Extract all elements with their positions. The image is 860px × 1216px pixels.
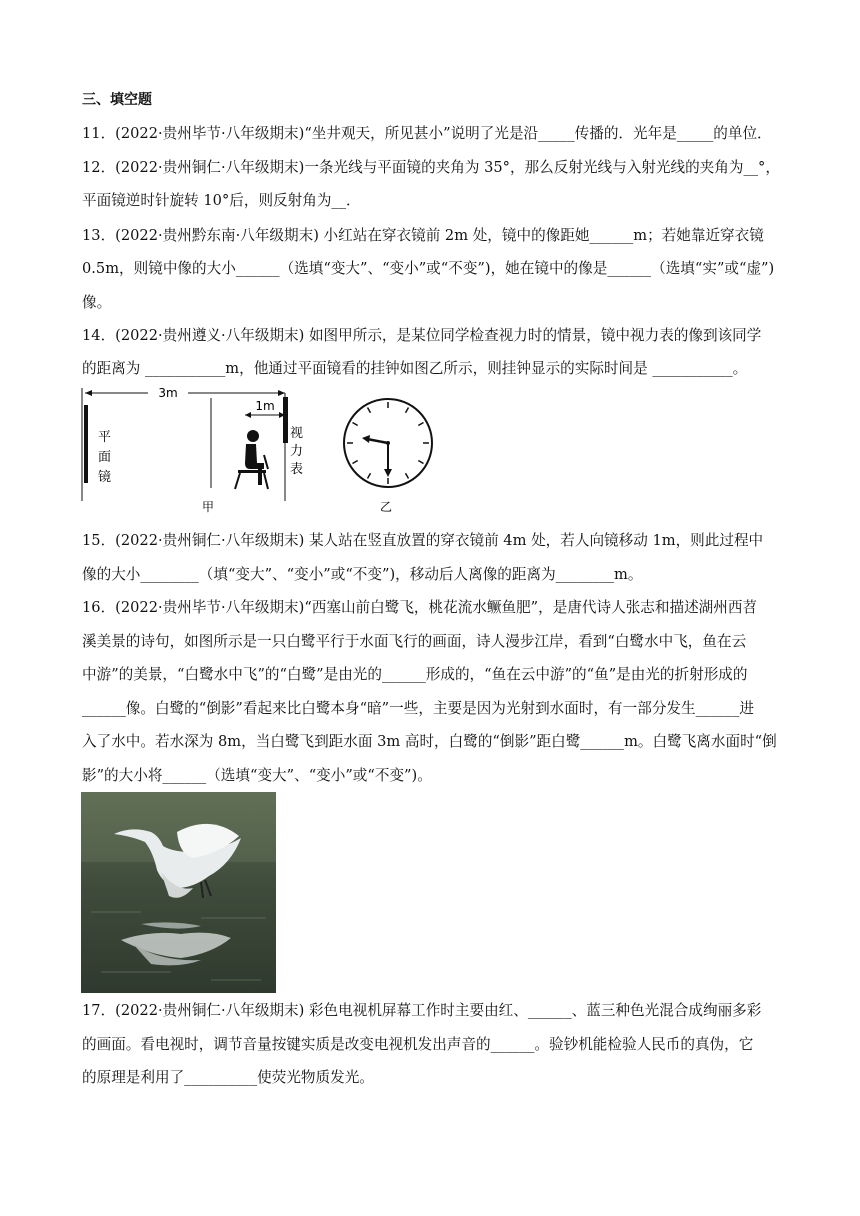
figure-label-jia: 甲 bbox=[202, 500, 215, 514]
question-16-line-6: 影”的大小将______（选填“变大”、“变小”或“不变”)。 bbox=[82, 767, 432, 784]
plane-mirror bbox=[84, 405, 88, 483]
question-17-line-3: 的原理是利用了__________使荧光物质发光。 bbox=[82, 1069, 374, 1086]
mirror-label-3: 镜 bbox=[98, 470, 112, 485]
chart-label-3: 表 bbox=[290, 462, 304, 477]
mirror-label-1: 平 bbox=[98, 430, 112, 445]
eye-chart bbox=[283, 397, 288, 443]
question-16-line-2: 溪美景的诗句，如图所示是一只白鹭平行于水面飞行的画面，诗人漫步江岸，看到“白鹭水中飞，鱼在云 bbox=[82, 633, 747, 650]
question-15-line-1: 15．(2022·贵州铜仁·八年级期末) 某人站在竖直放置的穿衣镜前 4m 处，若人向镜移动 1m，则此过程中 bbox=[82, 532, 764, 549]
question-16-line-3: 中游”的美景，“白鹭水中飞”的“白鹭”是由光的______形成的，“鱼在云中游”的“鱼”是由光的折射形成的 bbox=[82, 666, 748, 683]
egret-photo bbox=[81, 792, 276, 993]
question-16-line-1: 16．(2022·贵州毕节·八年级期末)“西塞山前白鹭飞，桃花流水鳜鱼肥”，是唐代诗人张志和描述湖州西苕 bbox=[82, 599, 758, 616]
question-12-line-2: 平面镜逆时针旋转 10°后，则反射角为__． bbox=[82, 192, 361, 209]
question-13-line-3: 像。 bbox=[82, 294, 112, 311]
dimension-label-3m: 3m bbox=[158, 386, 178, 400]
dimension-label-1m: 1m bbox=[255, 399, 275, 413]
question-14-line-2: 的距离为 ___________m，他通过平面镜看的挂钟如图乙所示，则挂钟显示的实际时间是 ___________。 bbox=[82, 360, 748, 377]
chart-label-1: 视 bbox=[290, 426, 304, 441]
question-15-line-2: 像的大小________（填“变大”、“变小”或“不变”)，移动后人离像的距离为________m。 bbox=[82, 566, 643, 583]
question-11-line-1: 11．(2022·贵州毕节·八年级期末)“坐井观天，所见甚小”说明了光是沿_____传播的．光年是_____的单位． bbox=[82, 125, 772, 142]
question-13-line-2: 0.5m，则镜中像的大小______（选填“变大”、“变小”或“不变”)，她在镜中的像是______（选填“实”或“虚”) bbox=[82, 260, 775, 277]
chart-label-2: 力 bbox=[290, 444, 304, 459]
question-16-line-5: 入了水中。若水深为 8m，当白鹭飞到距水面 3m 高时，白鹭的“倒影”距白鹭______m。白鹭飞离水面时“倒 bbox=[82, 733, 777, 750]
question-17-line-2: 的画面。看电视时，调节音量按键实质是改变电视机发出声音的______。验钞机能检验人民币的真伪，它 bbox=[82, 1036, 754, 1053]
question-14-line-1: 14．(2022·贵州遵义·八年级期末) 如图甲所示，是某位同学检查视力时的情景，镜中视力表的像到该同学 bbox=[82, 327, 762, 344]
mirror-label-2: 面 bbox=[98, 450, 112, 465]
clock-icon bbox=[344, 399, 432, 487]
question-17-line-1: 17．(2022·贵州铜仁·八年级期末) 彩色电视机屏幕工作时主要由红、______、蓝三种色光混合成绚丽多彩 bbox=[82, 1002, 762, 1019]
figure-label-yi: 乙 bbox=[380, 500, 393, 514]
question-13-line-1: 13．(2022·贵州黔东南·八年级期末) 小红站在穿衣镜前 2m 处，镜中的像距她______m；若她靠近穿衣镜 bbox=[82, 227, 764, 244]
question-12-line-1: 12．(2022·贵州铜仁·八年级期末)一条光线与平面镜的夹角为 35°，那么反射光线与入射光线的夹角为__°， bbox=[82, 159, 780, 176]
figure-14 bbox=[80, 383, 460, 518]
question-16-line-4: ______像。白鹭的“倒影”看起来比白鹭本身“暗”一些，主要是因为光射到水面时，有一部分发生______进 bbox=[82, 700, 754, 717]
section-title: 三、填空题 bbox=[82, 92, 152, 108]
person-icon bbox=[235, 430, 268, 489]
